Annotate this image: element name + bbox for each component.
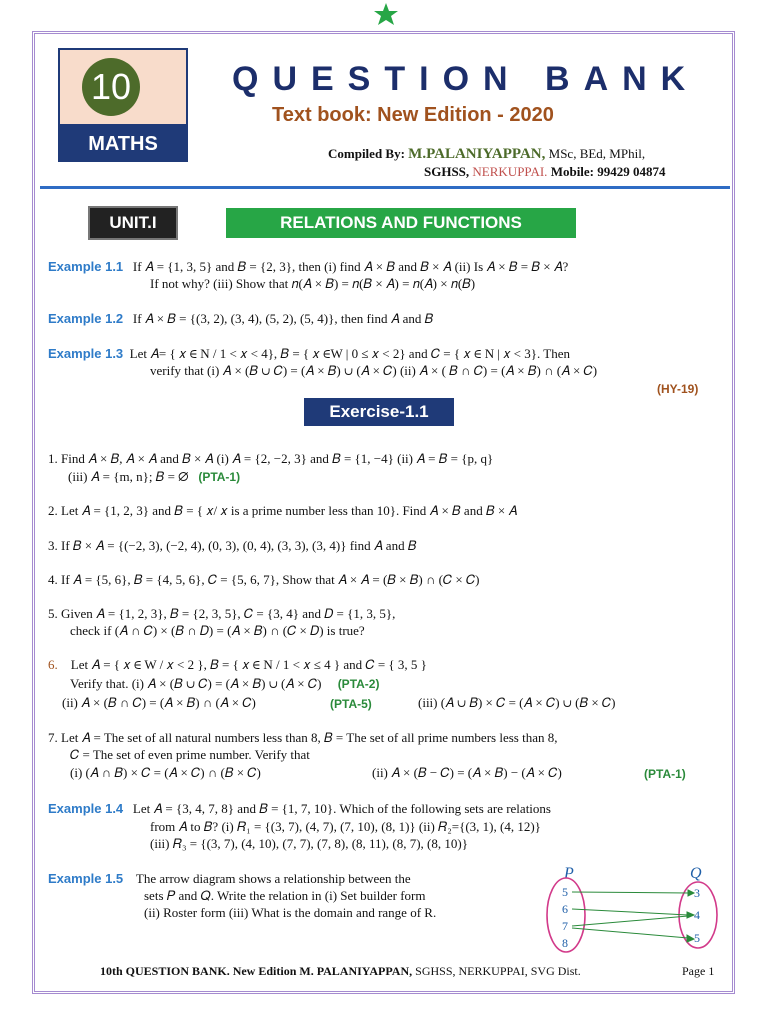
example-1-5-line3: (ii) Roster form (iii) What is the domain and range of R. (144, 905, 437, 920)
exercise-title: Exercise-1.1 (304, 398, 454, 426)
question-3: 3. If 𝐵 × 𝐴 = {(−2, 3), (−2, 4), (0, 3), (0, 4), (3, 3), (3, 4)} find 𝐴 and 𝐵 (48, 538, 417, 553)
example-1-1 (48, 259, 568, 275)
compiled-label: Compiled By: (328, 146, 405, 161)
question-text: (iii) 𝐴 = {m, n}; 𝐵 = ∅ (68, 469, 189, 484)
arrow-head (687, 912, 694, 918)
school-place: NERKUPPAI. (472, 164, 548, 179)
q-element: 4 (694, 908, 700, 922)
question-6-line2 (70, 676, 379, 692)
example-1-4 (48, 801, 551, 817)
question-7-line2: 𝐶 = The set of even prime number. Verify that (70, 747, 310, 762)
unit-label: UNIT.I (88, 206, 178, 240)
example-label: Example 1.5 (48, 871, 124, 886)
page-title: QUESTION BANK (232, 60, 700, 98)
question-text: (ii) 𝐴 × (𝐵 ∩ 𝐶) = (𝐴 × 𝐵) ∩ (𝐴 × 𝐶) (62, 695, 256, 710)
question-text: Verify that. (i) 𝐴 × (𝐵 ∪ 𝐶) = (𝐴 × 𝐵) ∪ (𝐴 × 𝐶) (70, 676, 322, 691)
question-text: Let 𝐴 = { 𝑥 ∈ W / 𝑥 < 2 }, 𝐵 = { 𝑥 ∈ N / 1 < 𝑥 ≤ 4 } and 𝐶 = { 3, 5 } (70, 657, 427, 672)
p-element: 7 (562, 919, 568, 933)
set-p-label: P (564, 865, 574, 882)
example-label: Example 1.4 (48, 801, 124, 816)
example-1-5 (48, 871, 411, 887)
arrow-diagram (530, 862, 730, 956)
question-tag: (PTA-1) (198, 470, 241, 484)
question-1-line2 (68, 469, 240, 485)
footer (100, 964, 581, 979)
compiled-line (328, 146, 645, 163)
relation-arrow (572, 928, 688, 938)
question-7-tag: (PTA-1) (644, 767, 686, 781)
p-element: 8 (562, 936, 568, 950)
question-7: 7. Let 𝐴 = The set of all natural numbers less than 8, 𝐵 = The set of all prime numbers less than 8, (48, 730, 558, 745)
example-1-3-line2: verify that (i) 𝐴 × (𝐵 ∪ 𝐶) = (𝐴 × 𝐵) ∪ (𝐴 × 𝐶) (ii) 𝐴 × ( 𝐵 ∩ 𝐶) = (𝐴 × 𝐵) ∩ (𝐴 × 𝐶) (150, 363, 598, 378)
q-element: 5 (694, 931, 700, 945)
example-label: Example 1.2 (48, 311, 124, 326)
example-label: Example 1.3 (48, 346, 124, 361)
question-4: 4. If 𝐴 = {5, 6}, 𝐵 = {4, 5, 6}, 𝐶 = {5, 6, 7}, Show that 𝐴 × 𝐴 = (𝐵 × 𝐵) ∩ (𝐶 × 𝐶) (48, 572, 480, 587)
mobile-number: Mobile: 99429 04874 (550, 164, 666, 179)
subject-label: MATHS (58, 126, 188, 162)
q-element: 3 (694, 886, 700, 900)
relation-arrow (572, 909, 688, 915)
p-element: 6 (562, 902, 568, 916)
example-1-3-tag: (HY-19) (657, 382, 699, 396)
footer-left: 10th QUESTION BANK. New Edition M. PALANIYAPPAN, (100, 964, 413, 978)
grade-badge: 10 (82, 58, 140, 116)
question-7-line3b: (ii) 𝐴 × (𝐵 − 𝐶) = (𝐴 × 𝐵) − (𝐴 × 𝐶) (372, 765, 562, 780)
star-icon (373, 2, 399, 26)
question-6-line3 (62, 695, 256, 711)
page-subtitle: Text book: New Edition - 2020 (272, 104, 554, 126)
question-6 (48, 657, 427, 673)
unit-title: RELATIONS AND FUNCTIONS (226, 208, 576, 238)
example-text: Let 𝐴= { 𝑥 ∈ N / 1 < 𝑥 < 4}, 𝐵 = { 𝑥 ∈W | 0 ≤ 𝑥 < 2} and 𝐶 = { 𝑥 ∈ N | 𝑥 < 3}. Then (129, 346, 570, 361)
example-text: The arrow diagram shows a relationship between the (135, 871, 411, 886)
question-tag: (PTA-2) (337, 677, 380, 691)
example-1-3 (48, 346, 570, 362)
header-divider (40, 186, 730, 189)
question-2: 2. Let 𝐴 = {1, 2, 3} and 𝐵 = { 𝑥/ 𝑥 is a prime number less than 10}. Find 𝐴 × 𝐵 and 𝐵 × 𝐴 (48, 503, 518, 518)
relation-arrow (572, 892, 688, 893)
school-name: SGHSS, (424, 164, 470, 179)
question-6-line3b: (iii) (𝐴 ∪ 𝐵) × 𝐶 = (𝐴 × 𝐶) ∪ (𝐵 × 𝐶) (418, 695, 616, 710)
example-1-4-line2: from 𝐴 to 𝐵? (i) 𝑅₁ = {(3, 7), (4, 7), (7, 10), (8, 1)} (ii) 𝑅₂={(3, 1), (4, 12)} (150, 819, 541, 834)
question-1: 1. Find 𝐴 × 𝐵, 𝐴 × 𝐴 and 𝐵 × 𝐴 (i) 𝐴 = {2, −2, 3} and 𝐵 = {1, −4} (ii) 𝐴 = 𝐵 = {p, q} (48, 451, 494, 466)
question-5: 5. Given 𝐴 = {1, 2, 3}, 𝐵 = {2, 3, 5}, 𝐶 = {3, 4} and 𝐷 = {1, 3, 5}, (48, 606, 396, 621)
example-text: If 𝐴 × 𝐵 = {(3, 2), (3, 4), (5, 2), (5, 4)}, then find 𝐴 and 𝐵 (132, 311, 434, 326)
page-number: Page 1 (682, 964, 715, 978)
school-line (424, 164, 666, 180)
p-element: 5 (562, 885, 568, 899)
example-text: Let 𝐴 = {3, 4, 7, 8} and 𝐵 = {1, 7, 10}. Which of the following sets are relations (132, 801, 551, 816)
author-degrees: MSc, BEd, MPhil, (548, 146, 646, 161)
example-text: If 𝐴 = {1, 3, 5} and 𝐵 = {2, 3}, then (i) find 𝐴 × 𝐵 and 𝐵 × 𝐴 (ii) Is 𝐴 × 𝐵 = 𝐵 × 𝐴? (132, 259, 569, 274)
arrow-head (687, 935, 694, 942)
example-1-5-line2: sets 𝑃 and 𝑄. Write the relation in (i) Set builder form (144, 888, 426, 903)
relation-arrow (572, 916, 688, 926)
example-1-1-line2: If not why? (iii) Show that 𝑛(𝐴 × 𝐵) = 𝑛(𝐵 × 𝐴) = 𝑛(𝐴) × 𝑛(𝐵) (150, 276, 476, 291)
question-number: 6. (48, 657, 58, 672)
question-5-line2: check if (𝐴 ∩ 𝐶) × (𝐵 ∩ 𝐷) = (𝐴 × 𝐵) ∩ (𝐶 × 𝐷) is true? (70, 623, 365, 638)
example-1-4-line3: (iii) 𝑅₃ = {(3, 7), (4, 10), (7, 7), (7, 8), (8, 11), (8, 7), (8, 10)} (150, 836, 468, 851)
author-name: M.PALANIYAPPAN, (408, 146, 546, 162)
question-6-tag3: (PTA-5) (330, 697, 372, 711)
example-1-2 (48, 311, 433, 327)
set-q-label: Q (690, 865, 702, 882)
footer-right: SGHSS, NERKUPPAI, SVG Dist. (415, 964, 581, 978)
example-label: Example 1.1 (48, 259, 124, 274)
question-7-line3a: (i) (𝐴 ∩ 𝐵) × 𝐶 = (𝐴 × 𝐶) ∩ (𝐵 × 𝐶) (70, 765, 261, 780)
